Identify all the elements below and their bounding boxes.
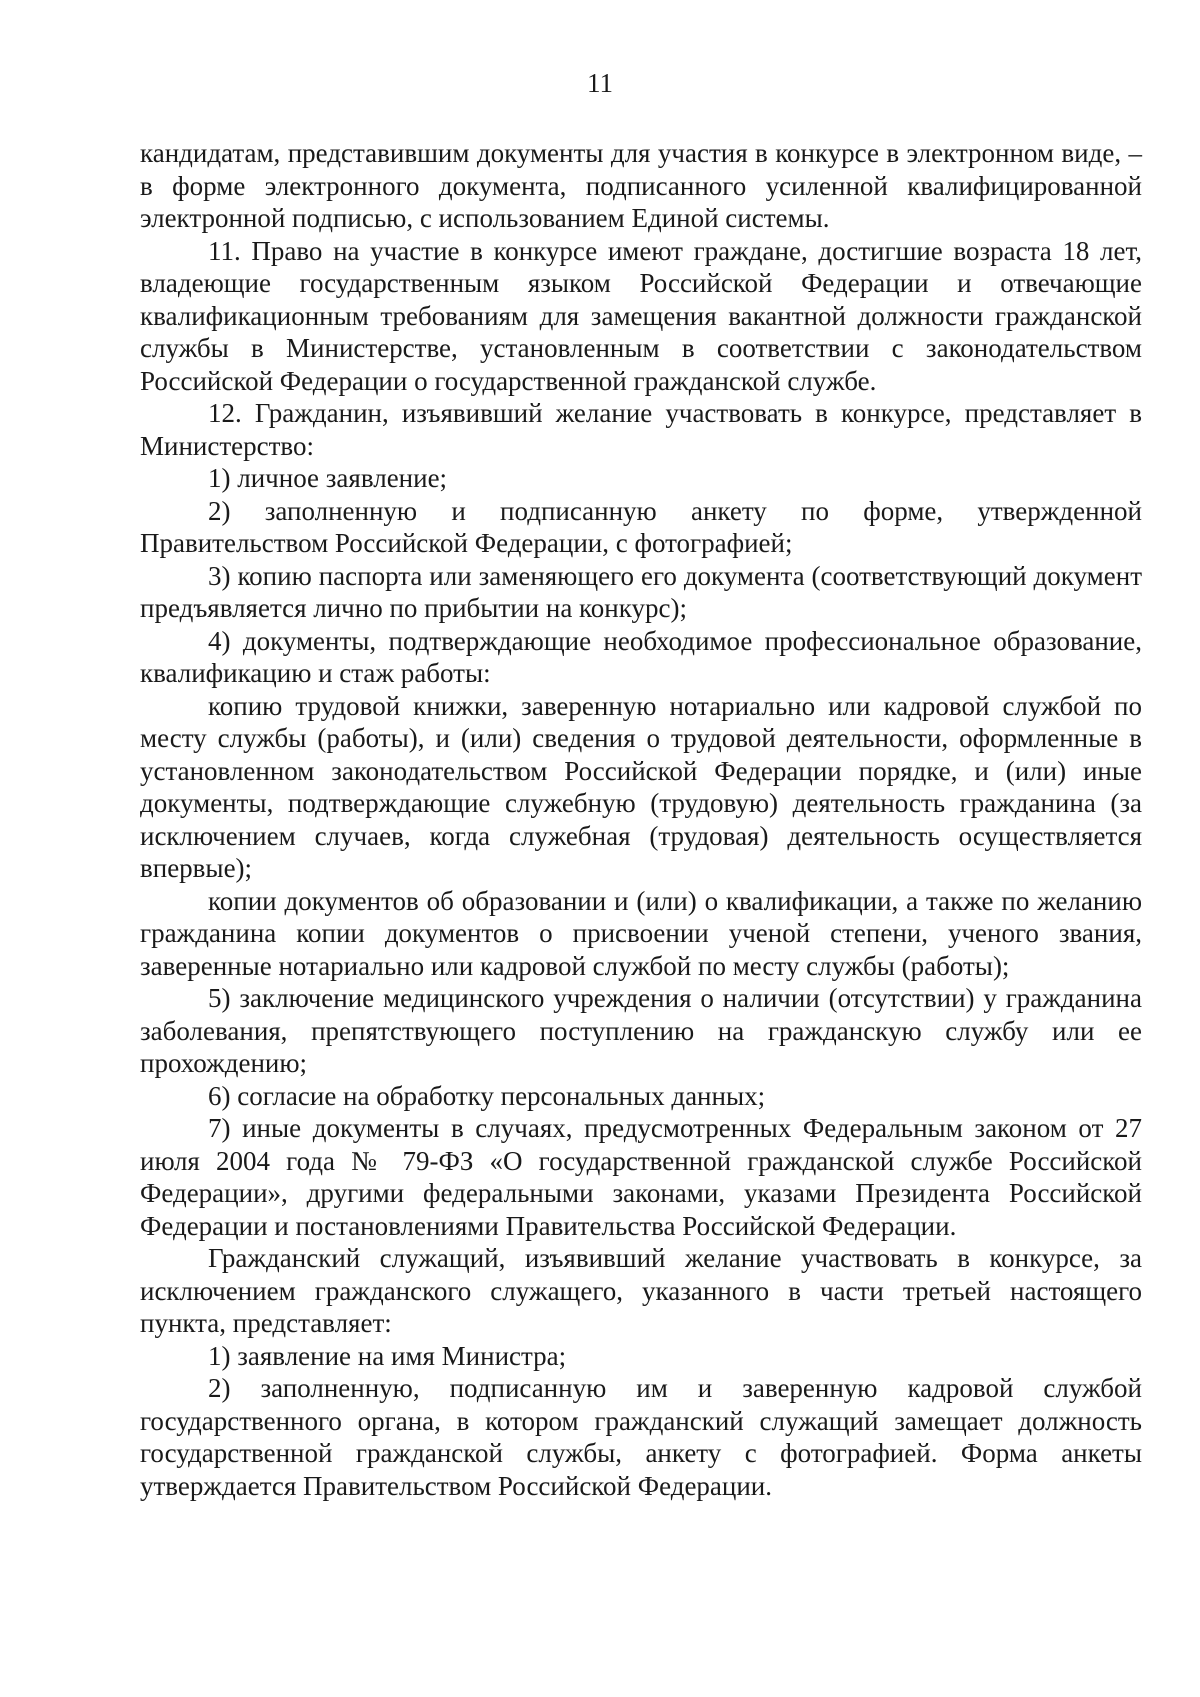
list-item-education-documents: 4) документы, подтверждающие необходимое профессиональное образование, квалификацию и стаж работы: bbox=[140, 625, 1142, 688]
list-item-personal-application: 1) личное заявление; bbox=[208, 463, 448, 493]
paragraph-continuation: кандидатам, представившим документы для участия в конкурсе в электронном виде, – в форме электронного документа, подписанного усиленной квалифицированной электронной подписью, с использованием Единой системы. bbox=[140, 138, 1142, 233]
list-item-other-documents: 7) иные документы в случаях, предусмотренных Федеральным законом от 27 июля 2004 года № 79-ФЗ «О государственной гражданской службе Российской Федерации», другими федеральными законами, указами Президента Российской Федерации и постановлениями Правительства Российской Федерации. bbox=[140, 1113, 1142, 1241]
list-item-certified-questionnaire: 2) заполненную, подписанную им и заверенную кадровой службой государственного органа, в котором гражданский служащий замещает должность государственной гражданской службы, анкету с фотографией. Форма анкеты утверждается Правительством Российской Федерации. bbox=[140, 1373, 1142, 1501]
paragraph-item-12: 12. Гражданин, изъявивший желание участвовать в конкурсе, представляет в Министерство: bbox=[140, 398, 1142, 461]
paragraph-civil-servant: Гражданский служащий, изъявивший желание участвовать в конкурсе, за исключением гражданского служащего, указанного в части третьей настоящего пункта, представляет: bbox=[140, 1243, 1142, 1338]
sub-item-employment-record: копию трудовой книжки, заверенную нотариально или кадровой службой по месту службы (работы), и (или) сведения о трудовой деятельности, оформленные в установленном законодательством Российской Федерации порядке, и (или) иные документы, подтверждающие служебную (трудовую) деятельность гражданина (за исключением случаев, когда служебная (трудовая) деятельность осуществляется впервые); bbox=[140, 690, 1142, 883]
sub-item-education-copies: копии документов об образовании и (или) о квалификации, а также по желанию гражданина копии документов о присвоении ученой степени, ученого звания, заверенные нотариально или кадровой службой по месту службы (работы); bbox=[140, 885, 1142, 981]
list-item-medical-conclusion: 5) заключение медицинского учреждения о наличии (отсутствии) у гражданина заболевания, препятствующего поступлению на гражданскую службу или ее прохождению; bbox=[140, 983, 1142, 1078]
list-item-minister-application: 1) заявление на имя Министра; bbox=[208, 1340, 567, 1371]
list-item-data-consent: 6) согласие на обработку персональных данных; bbox=[208, 1080, 766, 1111]
document-body bbox=[140, 137, 1142, 1502]
list-item-questionnaire: 2) заполненную и подписанную анкету по форме, утвержденной Правительством Российской Федерации, с фотографией; bbox=[140, 495, 1142, 558]
list-item-passport-copy: 3) копию паспорта или заменяющего его документа (соответствующий документ предъявляется лично по прибытии на конкурс); bbox=[140, 560, 1142, 623]
paragraph-item-11: 11. Право на участие в конкурсе имеют граждане, достигшие возраста 18 лет, владеющие государственным языком Российской Федерации и отвечающие квалификационным требованиям для замещения вакантной должности гражданской службы в Министерстве, установленным в соответствии с законодательством Российской Федерации о государственной гражданской службе. bbox=[140, 235, 1142, 396]
page-number: 11 bbox=[587, 68, 613, 98]
